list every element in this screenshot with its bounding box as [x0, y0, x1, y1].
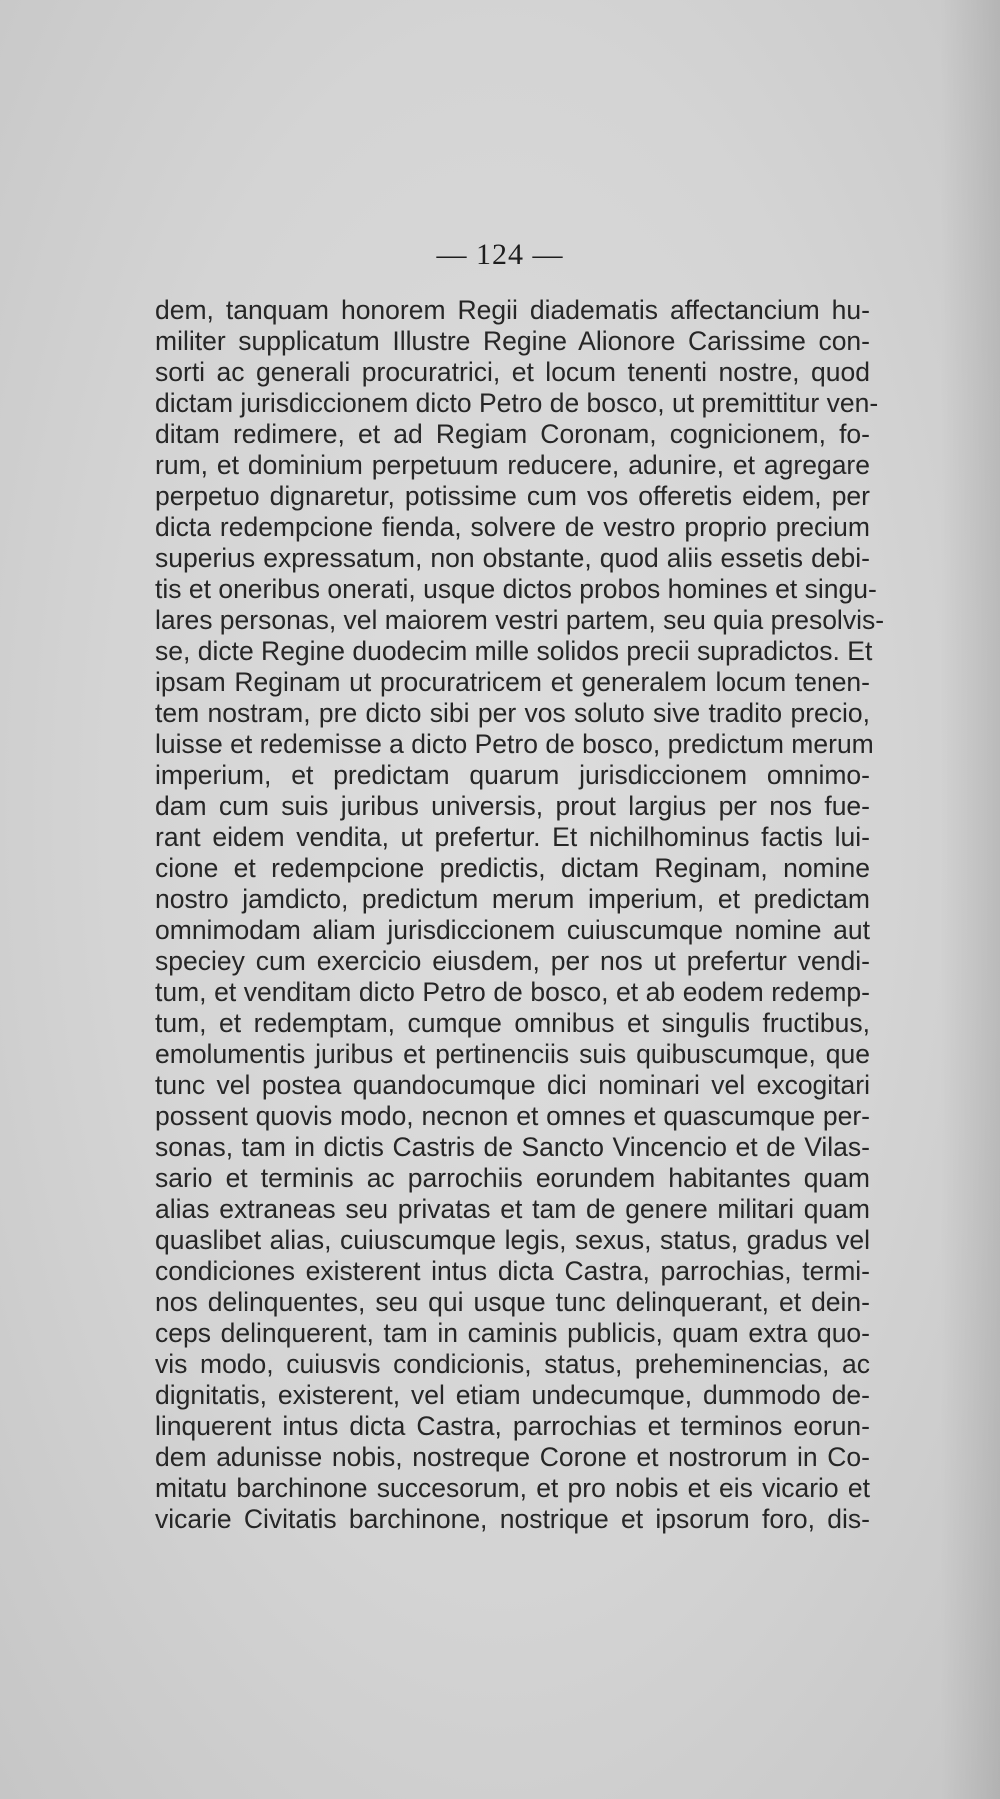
text-line: speciey cum exercicio eiusdem, per nos ut prefertur vendi- — [155, 946, 870, 976]
text-line: sario et terminis ac parrochiis eorundem habitantes quam — [155, 1163, 870, 1193]
text-line: sonas, tam in dictis Castris de Sancto Vincencio et de Vilas- — [155, 1132, 870, 1162]
text-line: rant eidem vendita, ut prefertur. Et nichilhominus factis lui- — [155, 822, 870, 852]
text-line: emolumentis juribus et pertinenciis suis quibuscumque, que — [155, 1039, 870, 1069]
text-line: superius expressatum, non obstante, quod aliis essetis debi- — [155, 543, 870, 573]
text-line: dicta redempcione fienda, solvere de vestro proprio precium — [155, 512, 870, 542]
text-line: vis modo, cuiusvis condicionis, status, preheminencias, ac — [155, 1349, 870, 1379]
text-line: nostro jamdicto, predictum merum imperium, et predictam — [155, 884, 870, 914]
body-text — [155, 295, 885, 1535]
text-line: ipsam Reginam ut procuratricem et generalem locum tenen- — [155, 667, 870, 697]
text-line: ditam redimere, et ad Regiam Coronam, cognicionem, fo- — [155, 419, 870, 449]
text-line: cione et redempcione predictis, dictam Reginam, nomine — [155, 853, 870, 883]
text-line: vicarie Civitatis barchinone, nostrique et ipsorum foro, dis- — [155, 1504, 870, 1534]
text-line: tum, et redemptam, cumque omnibus et singulis fructibus, — [155, 1008, 870, 1038]
text-line: nos delinquentes, seu qui usque tunc delinquerant, et dein- — [155, 1287, 870, 1317]
text-line: se, dicte Regine duodecim mille solidos precii supradictos. Et — [155, 636, 873, 666]
text-line: omnimodam aliam jurisdiccionem cuiuscumque nomine aut — [155, 915, 870, 945]
text-line: alias extraneas seu privatas et tam de genere militari quam — [155, 1194, 870, 1224]
text-line: imperium, et predictam quarum jurisdiccionem omnimo- — [155, 760, 870, 790]
text-line: tis et oneribus onerati, usque dictos probos homines et singu- — [155, 574, 877, 604]
text-line: rum, et dominium perpetuum reducere, adunire, et agregare — [155, 450, 870, 480]
text-line: dictam jurisdiccionem dicto Petro de bosco, ut premittitur ven- — [155, 388, 879, 418]
text-line: tum, et venditam dicto Petro de bosco, et ab eodem redemp- — [155, 977, 870, 1007]
page-number: — 124 — — [436, 238, 564, 271]
text-line: militer supplicatum Illustre Regine Alionore Carissime con- — [155, 326, 870, 356]
text-line: tunc vel postea quandocumque dici nominari vel excogitari — [155, 1070, 870, 1100]
text-line: linquerent intus dicta Castra, parrochias et terminos eorun- — [155, 1411, 870, 1441]
text-line: condiciones existerent intus dicta Castra, parrochias, termi- — [155, 1256, 870, 1286]
text-line: lares personas, vel maiorem vestri partem, seu quia presolvis- — [155, 605, 885, 635]
text-line: dem, tanquam honorem Regii diadematis affectancium hu- — [155, 295, 870, 325]
text-line: dam cum suis juribus universis, prout largius per nos fue- — [155, 791, 870, 821]
text-line: luisse et redemisse a dicto Petro de bosco, predictum merum — [155, 729, 874, 759]
text-line: ceps delinquerent, tam in caminis publicis, quam extra quo- — [155, 1318, 870, 1348]
text-line: mitatu barchinone succesorum, et pro nobis et eis vicario et — [155, 1473, 870, 1503]
text-line: perpetuo dignaretur, potissime cum vos offeretis eidem, per — [155, 481, 870, 511]
text-line: dignitatis, existerent, vel etiam undecumque, dummodo de- — [155, 1380, 870, 1410]
text-line: possent quovis modo, necnon et omnes et quascumque per- — [155, 1101, 870, 1131]
text-line: quaslibet alias, cuiuscumque legis, sexus, status, gradus vel — [155, 1225, 870, 1255]
text-line: tem nostram, pre dicto sibi per vos soluto sive tradito precio, — [155, 698, 870, 728]
text-line: dem adunisse nobis, nostreque Corone et nostrorum in Co- — [155, 1442, 870, 1472]
text-line: sorti ac generali procuratrici, et locum tenenti nostre, quod — [155, 357, 870, 387]
